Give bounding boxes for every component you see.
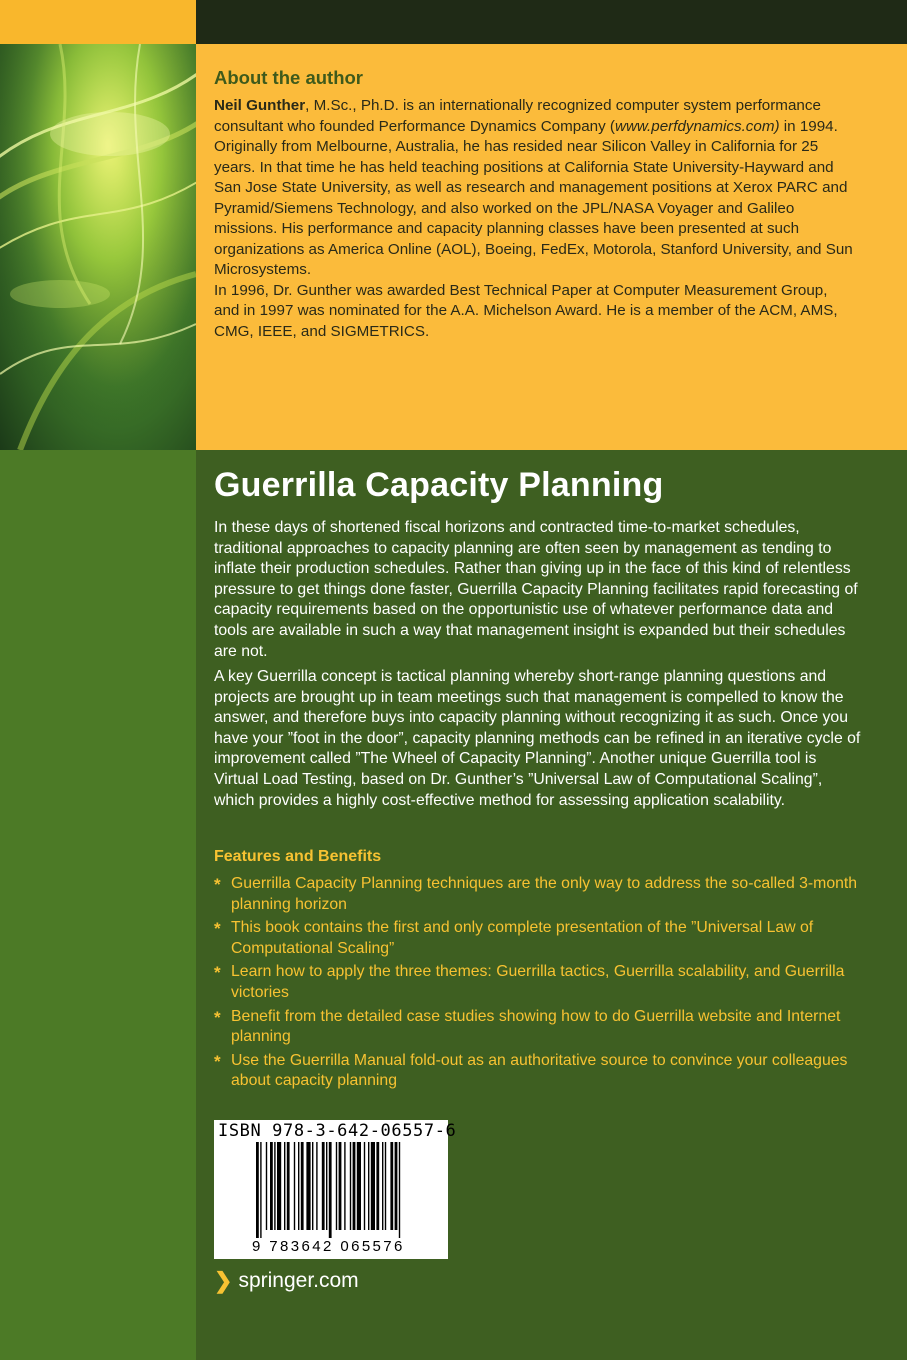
barcode-bar — [339, 1142, 342, 1230]
barcode-bar — [376, 1142, 379, 1230]
barcode-bar — [322, 1142, 325, 1230]
about-author-text — [214, 96, 854, 342]
publisher-site: springer.com — [238, 1269, 359, 1292]
ean-number: 9 783642 065576 — [252, 1238, 405, 1255]
star-bullet-icon: * — [214, 875, 221, 894]
barcode-bar — [277, 1142, 281, 1230]
about-author-heading: About the author — [214, 67, 364, 88]
barcode-bar — [364, 1142, 365, 1230]
barcode-bar — [287, 1142, 290, 1230]
barcode-bar — [306, 1142, 310, 1230]
barcode-bar — [357, 1142, 361, 1230]
feature-item: * Guerrilla Capacity Planning techniques are the only way to address the so-called 3-month planning horizon — [214, 875, 858, 913]
barcode-bar — [256, 1142, 259, 1238]
barcode-bar — [316, 1142, 317, 1230]
barcode-bar — [385, 1142, 386, 1230]
feature-item: * Learn how to apply the three themes: Guerrilla tactics, Guerrilla scalability, and Guerrilla victories — [214, 963, 845, 1001]
feature-item: * Benefit from the detailed case studies showing how to do Guerrilla website and Internet planning — [214, 1007, 841, 1046]
publisher-link[interactable] — [214, 1268, 359, 1294]
barcode-bar — [390, 1142, 393, 1230]
chevron-right-icon: ❯ — [214, 1268, 233, 1293]
book-title: Guerrilla Capacity Planning — [214, 466, 664, 504]
barcode-bar — [312, 1142, 313, 1230]
barcode-bar — [353, 1142, 356, 1230]
barcode-bar — [298, 1142, 299, 1230]
barcode-bar — [371, 1142, 375, 1230]
description-paragraph-2: A key Guerrilla concept is tactical planning whereby short-range planning questions and projects are brought up in team meetings such that management is compelled to know the answer, and therefore buys into capacity planning without recognizing it as such. Once you have your ”foot in the door”, capacity planning methods can be refined in an iterative cycle of improvement called ”The Wheel of Capacity Planning”. Another unique Guerrilla tool is Virtual Load Testing, based on Dr. Gunther’s ”Universal Law of Computational Scaling”, which provides a highly cost-effective method for assessing application scalability. — [214, 668, 861, 809]
barcode-bar — [274, 1142, 275, 1230]
barcode-bar — [270, 1142, 273, 1230]
description-paragraph-1: In these days of shortened fiscal horizons and contracted time-to-market schedules, traditional approaches to capacity planning are often seen by management as tending to inflate their production schedules. Rather than giving up in the face of this kind of relentless pressure to get things done faster, Guerrilla Capacity Planning facilitates rapid forecasting of capacity requirements based on the opportunistic use of whatever performance data and tools are available in such a way that management insight is expanded but their schedules are not. — [214, 519, 858, 660]
star-bullet-icon: * — [214, 1007, 221, 1027]
barcode-bar — [344, 1142, 345, 1230]
about-text-2: in 1994. Originally from Melbourne, Australia, he has resided near Silicon Valley in California for 25 years. In that time he has held teaching positions at California State University-Hayward and San Jose State University, as well as research and management positions at Xerox PARC and Pyramid/Siemens Technology, and also worked on the JPL/NASA Voyager and Galileo missions. His performance and capacity planning classes have been presented at such organizations as America Online (AOL), Boeing, FedEx, Motorola, Stanford University, and Sun Microsystems. — [214, 117, 853, 278]
barcode-bar — [284, 1142, 285, 1230]
star-bullet-icon: * — [214, 963, 221, 983]
barcode-bar — [395, 1142, 398, 1230]
author-name: Neil Gunther — [214, 97, 306, 114]
about-text-3: In 1996, Dr. Gunther was awarded Best Technical Paper at Computer Measurement Group, and in 1997 was nominated for the A.A. Michelson Award. He is a member of the ACM, AMS, CMG, IEEE, and SIGMETRICS. — [214, 281, 838, 340]
feature-item: * This book contains the first and only complete presentation of the ”Universal Law of Computational Scaling” — [214, 919, 814, 957]
barcode-bar — [336, 1142, 337, 1230]
barcode-bar — [329, 1142, 332, 1238]
about-text-1: , M.Sc., Ph.D. is an internationally recognized computer system performance consultant who founded Performance Dynamics Company ( — [214, 97, 821, 135]
barcode-bar — [260, 1142, 261, 1238]
features-heading: Features and Benefits — [214, 848, 382, 865]
barcode-bar — [368, 1142, 369, 1230]
barcode-bar — [301, 1142, 304, 1230]
feature-item: * Use the Guerrilla Manual fold-out as an authoritative source to convince your colleagues about capacity planning — [214, 1051, 848, 1090]
top-dark-bar — [196, 0, 907, 44]
left-green-band — [0, 450, 196, 1360]
author-website: www.perfdynamics.com) — [614, 117, 780, 135]
cover-art-image — [0, 44, 196, 450]
barcode-bar — [382, 1142, 383, 1230]
isbn-text: ISBN 978-3-642-06557-6 — [218, 1121, 457, 1141]
features-list — [214, 874, 864, 1095]
star-bullet-icon: * — [214, 919, 221, 939]
barcode-bars — [256, 1142, 440, 1238]
barcode-bar — [294, 1142, 295, 1230]
left-top-yellow-band — [0, 0, 196, 44]
barcode-bar — [326, 1142, 327, 1230]
barcode-bar — [399, 1142, 400, 1238]
star-bullet-icon: * — [214, 1051, 221, 1071]
barcode-bar — [350, 1142, 351, 1230]
barcode-bar — [266, 1142, 267, 1230]
